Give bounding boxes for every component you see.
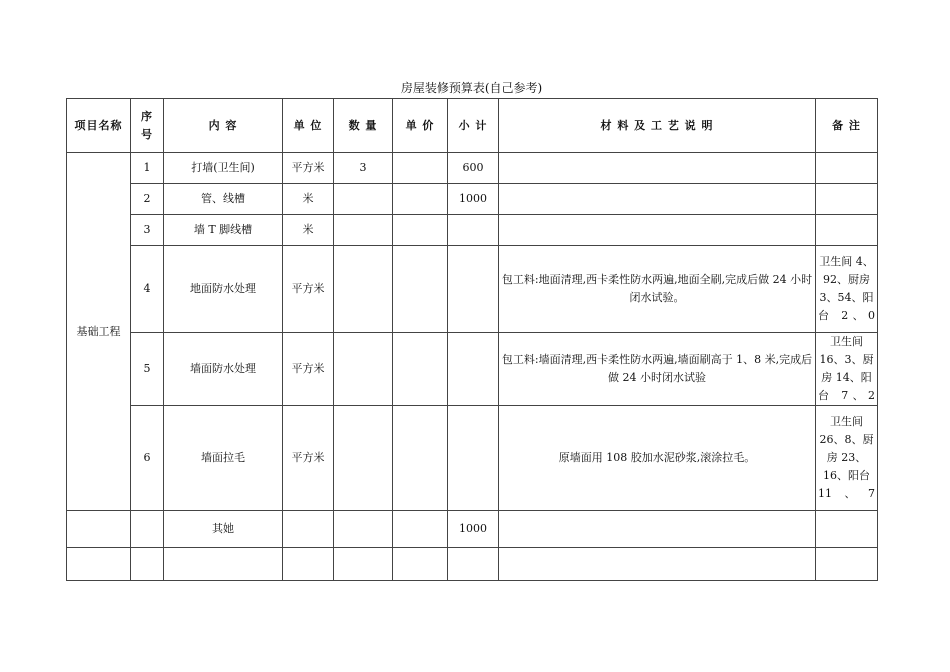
table-row xyxy=(67,406,878,511)
price-cell xyxy=(393,333,448,406)
remarks-cell: 卫生间 26、8、厨房 23、16、阳台 11、7 xyxy=(816,406,878,511)
unit-cell: 米 xyxy=(283,215,334,246)
table-row-other xyxy=(67,511,878,548)
subtotal-cell: 1000 xyxy=(448,511,499,548)
materials-cell xyxy=(499,184,816,215)
unit-cell: 平方米 xyxy=(283,406,334,511)
subtotal-cell xyxy=(448,333,499,406)
header-quantity: 数 量 xyxy=(334,99,393,153)
seq-cell: 6 xyxy=(131,406,164,511)
header-unit-price: 单 价 xyxy=(393,99,448,153)
blank-cell xyxy=(393,548,448,581)
blank-cell xyxy=(131,548,164,581)
subtotal-cell: 600 xyxy=(448,153,499,184)
quantity-cell xyxy=(334,406,393,511)
header-remarks: 备 注 xyxy=(816,99,878,153)
blank-cell xyxy=(164,548,283,581)
blank-cell xyxy=(283,548,334,581)
content-cell: 地面防水处理 xyxy=(164,246,283,333)
header-seq-bottom: 号 xyxy=(141,127,153,141)
price-cell xyxy=(393,406,448,511)
blank-cell xyxy=(816,548,878,581)
blank-cell xyxy=(448,548,499,581)
quantity-cell-empty xyxy=(334,511,393,548)
seq-cell: 5 xyxy=(131,333,164,406)
table-row xyxy=(67,246,878,333)
seq-cell: 2 xyxy=(131,184,164,215)
quantity-cell xyxy=(334,333,393,406)
seq-cell: 4 xyxy=(131,246,164,333)
remarks-cell xyxy=(816,215,878,246)
materials-cell-empty xyxy=(499,511,816,548)
quantity-cell xyxy=(334,246,393,333)
table-row xyxy=(67,333,878,406)
header-seq-top: 序 xyxy=(141,109,153,123)
header-project-name: 项目名称 xyxy=(67,99,131,153)
remarks-cell xyxy=(816,184,878,215)
table-row-blank xyxy=(67,548,878,581)
header-seq xyxy=(131,99,164,153)
seq-cell: 1 xyxy=(131,153,164,184)
materials-cell: 原墙面用 108 胶加水泥砂浆,滚涂拉毛。 xyxy=(499,406,816,511)
header-content: 内 容 xyxy=(164,99,283,153)
seq-cell-empty xyxy=(131,511,164,548)
content-cell: 打墙(卫生间) xyxy=(164,153,283,184)
document-title: 房屋装修预算表(自己参考) xyxy=(400,81,543,95)
materials-cell xyxy=(499,215,816,246)
table-row xyxy=(67,153,878,184)
unit-cell: 平方米 xyxy=(283,246,334,333)
blank-cell xyxy=(499,548,816,581)
subtotal-cell: 1000 xyxy=(448,184,499,215)
price-cell xyxy=(393,246,448,333)
price-cell xyxy=(393,153,448,184)
remarks-cell-empty xyxy=(816,511,878,548)
remarks-cell: 卫生间 16、3、厨房 14、阳台 7、2 xyxy=(816,333,878,406)
unit-cell: 米 xyxy=(283,184,334,215)
category-cell: 基础工程 xyxy=(67,153,131,511)
remarks-cell: 卫生间 4、92、厨房 3、54、阳台 2、0 xyxy=(816,246,878,333)
category-cell-empty xyxy=(67,511,131,548)
quantity-cell xyxy=(334,184,393,215)
price-cell xyxy=(393,184,448,215)
content-cell: 管、线槽 xyxy=(164,184,283,215)
price-cell xyxy=(393,215,448,246)
unit-cell-empty xyxy=(283,511,334,548)
blank-cell xyxy=(67,548,131,581)
remarks-cell xyxy=(816,153,878,184)
blank-cell xyxy=(334,548,393,581)
price-cell-empty xyxy=(393,511,448,548)
materials-cell xyxy=(499,153,816,184)
materials-cell: 包工料:地面清理,西卡柔性防水两遍,地面全刷,完成后做 24 小时闭水试验。 xyxy=(499,246,816,333)
header-subtotal: 小 计 xyxy=(448,99,499,153)
content-cell: 墙面防水处理 xyxy=(164,333,283,406)
subtotal-cell xyxy=(448,215,499,246)
table-row xyxy=(67,215,878,246)
budget-table xyxy=(66,98,878,581)
subtotal-cell xyxy=(448,246,499,333)
content-cell: 其她 xyxy=(164,511,283,548)
unit-cell: 平方米 xyxy=(283,333,334,406)
subtotal-cell xyxy=(448,406,499,511)
quantity-cell xyxy=(334,215,393,246)
table-row xyxy=(67,184,878,215)
content-cell: 墙面拉毛 xyxy=(164,406,283,511)
quantity-cell: 3 xyxy=(334,153,393,184)
table-header-row xyxy=(67,99,878,153)
seq-cell: 3 xyxy=(131,215,164,246)
header-materials: 材 料 及 工 艺 说 明 xyxy=(499,99,816,153)
materials-cell: 包工料:墙面清理,西卡柔性防水两遍,墙面刷高于 1、8 米,完成后做 24 小时闭水试验 xyxy=(499,333,816,406)
content-cell: 墙 T 脚线槽 xyxy=(164,215,283,246)
header-unit: 单 位 xyxy=(283,99,334,153)
unit-cell: 平方米 xyxy=(283,153,334,184)
